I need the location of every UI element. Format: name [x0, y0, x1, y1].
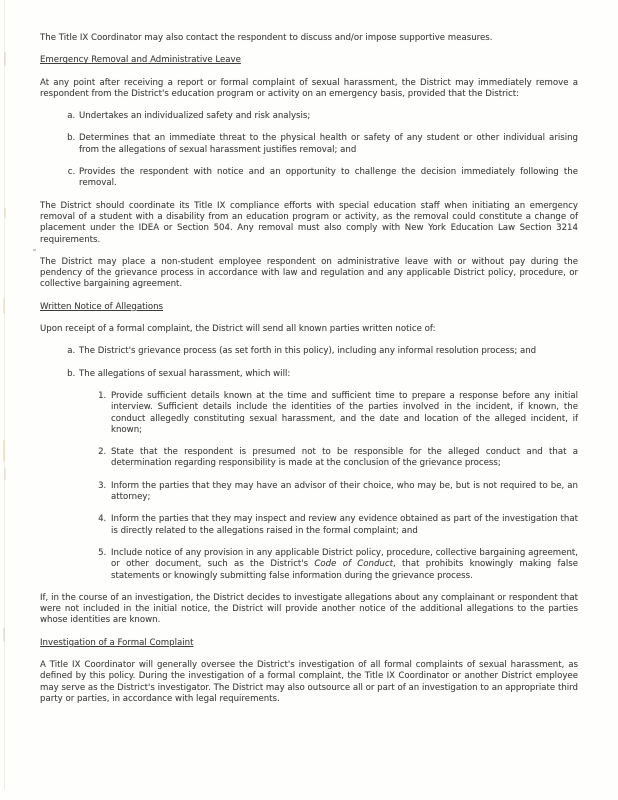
code-of-conduct-italic: Code of Conduct — [314, 559, 393, 570]
scan-edge-artifact — [4, 0, 5, 790]
scan-mark — [4, 468, 6, 480]
document-content — [40, 33, 578, 716]
paragraph-emergency-removal-intro: At any point after receiving a report or formal complaint of sexual harassment, the District may immediately remove a respondent from the District's education program or activity on an emergency basis, provided that the District: — [40, 77, 578, 99]
list-item: b. Determines that an immediate threat to the physical health or safety of any student or other individual arising from the allegations of sexual harassment justifies removal; and — [78, 133, 578, 156]
list-item: 4. Inform the parties that they may inspect and review any evidence obtained as part of the investigation that is directly related to the allegations raised in the formal complaint; and — [109, 514, 578, 537]
paragraph-special-education-coordination: The District should coordinate its Title IX compliance efforts with special education staff when initiating an emergency removal of a student with a disability from an education program or activity, as the removal could constitute a change of placement under the IDEA or Section 504. Any removal must also comply with New York Education Law Section 3214 requirements. — [40, 200, 578, 245]
list-item: c. Provides the respondent with notice and an opportunity to challenge the decision immediately following the removal. — [78, 167, 578, 190]
list-item — [78, 369, 578, 582]
written-notice-list — [40, 346, 578, 581]
list-item: 1. Provide sufficient details known at the time and sufficient time to prepare a response before any initial interview. Sufficient details include the identities of the parties involved in the incident, if known, the conduct allegedly constituting sexual harassment, and the date and location of the alleged incident, if known; — [109, 391, 578, 436]
scan-mark — [4, 208, 6, 218]
scan-speck — [33, 249, 36, 251]
section-heading-written-notice: Written Notice of Allegations — [40, 301, 164, 312]
paragraph-administrative-leave: The District may place a non-student employee respondent on administrative leave with or without pay during the pendency of the grievance process in accordance with law and regulation and any applicable District policy, procedure, or collective bargaining agreement. — [40, 256, 578, 290]
list-item-text: The allegations of sexual harassment, which will: — [79, 368, 291, 379]
list-item-text: , that prohibits knowingly making false statements or knowingly submitting false information during the grievance process. — [111, 559, 578, 581]
list-item: 2. State that the respondent is presumed not to be responsible for the alleged conduct and that a determination regarding responsibility is made at the conclusion of the grievance process; — [109, 447, 578, 470]
paragraph-supportive-measures: The Title IX Coordinator may also contact the respondent to discuss and/or impose supportive measures. — [40, 33, 493, 43]
list-item: 3. Inform the parties that they may have an advisor of their choice, who may be, but is not required to be, an attorney; — [109, 481, 578, 504]
paragraph-additional-allegations: If, in the course of an investigation, the District decides to investigate allegations about any complainant or respondent that were not included in the initial notice, the District will provide another notice of the additional allegations to the parties whose identities are known. — [40, 592, 578, 626]
scan-mark — [3, 440, 5, 462]
list-item — [109, 548, 578, 582]
paragraph-written-notice-intro: Upon receipt of a formal complaint, the District will send all known parties written notice of: — [40, 324, 436, 335]
list-item-text: Include notice of any provision in any applicable District policy, procedure, collective bargaining agreement, or other document, such as the District's — [111, 547, 578, 570]
emergency-removal-list — [40, 111, 578, 189]
list-item: a. The District's grievance process (as set forth in this policy), including any informal resolution process; and — [78, 346, 578, 357]
paragraph-investigation: A Title IX Coordinator will generally oversee the District's investigation of all formal complaints of sexual harassment, as defined by this policy. During the investigation of a formal complaint, the Title IX Coordinator or another District employee may serve as the District's investigator. The District may also outsource all or part of an investigation to an appropriate third party or parties, in accordance with legal requirements. — [40, 659, 578, 704]
scan-mark — [3, 628, 5, 642]
allegations-sublist — [79, 391, 578, 582]
list-item: a. Undertakes an individualized safety and risk analysis; — [78, 111, 578, 122]
scan-mark — [4, 52, 6, 66]
section-heading-emergency-removal: Emergency Removal and Administrative Leave — [40, 55, 241, 66]
section-heading-investigation: Investigation of a Formal Complaint — [40, 637, 194, 648]
scan-mark — [3, 298, 5, 314]
